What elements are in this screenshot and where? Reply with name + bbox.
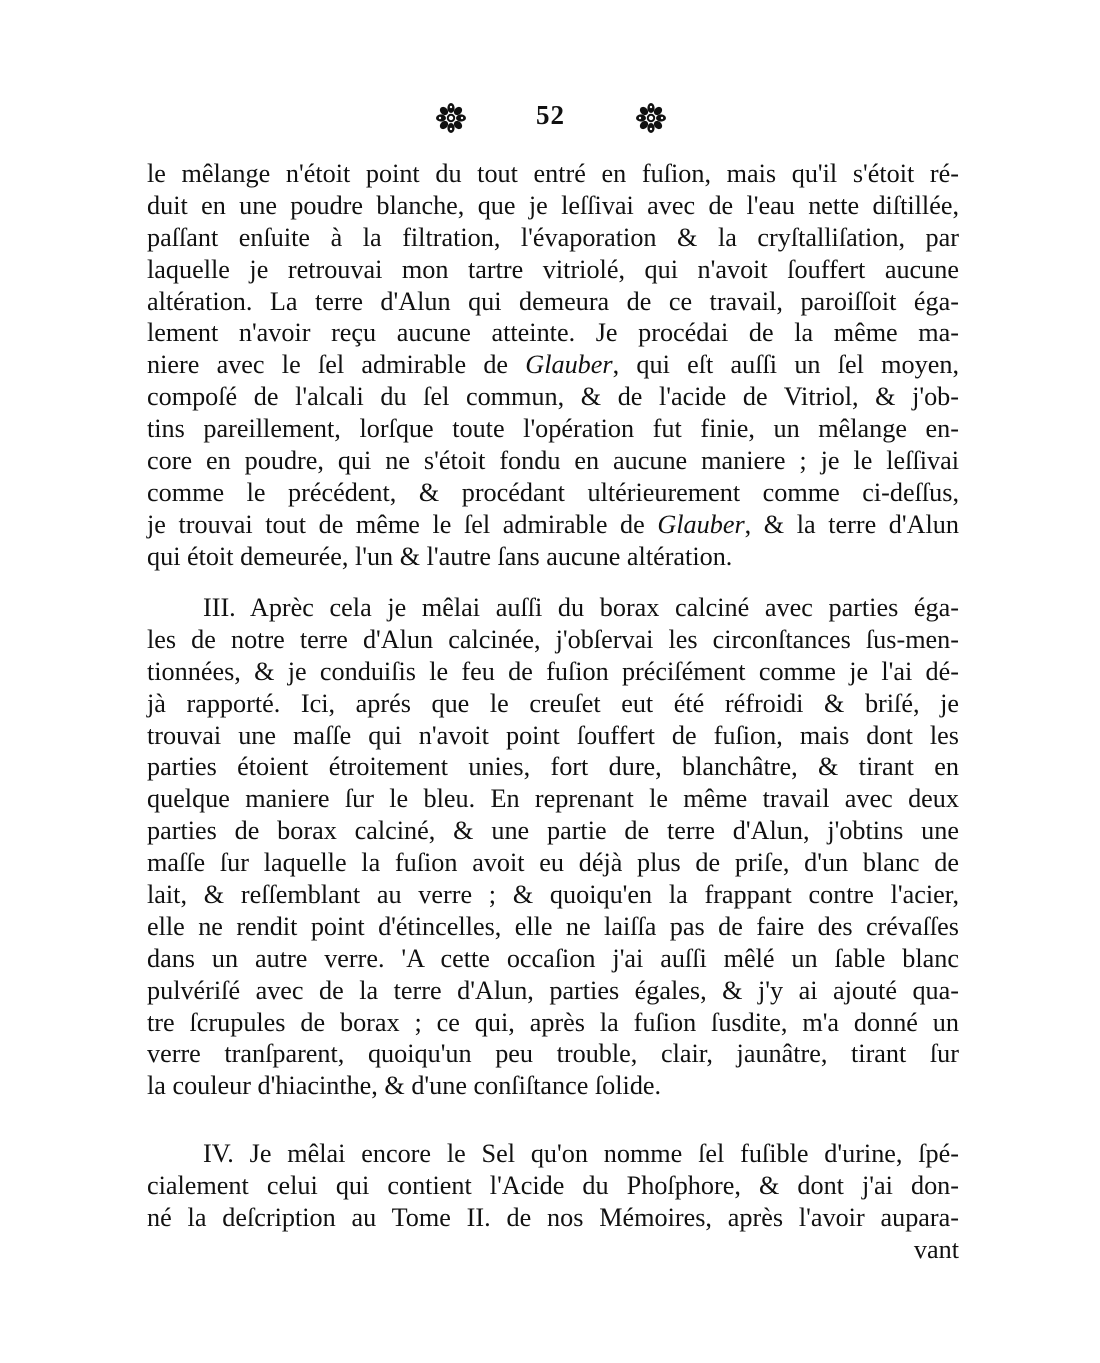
text-line: né la deſcription au Tome II. de nos Mémoires, après l'avoir aupara- (147, 1202, 959, 1232)
text-line: parties étoient étroitement unies, fort dure, blanchâtre, & tirant en (147, 752, 959, 782)
text-line: duit en une poudre blanche, que je leſſivai avec de l'eau nette diſtillée, (147, 190, 959, 220)
text-line: jà rapporté. Ici, aprés que le creuſet eut été réfroidi & briſé, je (147, 688, 959, 718)
text-line: parties de borax calciné, & une partie de terre d'Alun, j'obtins une (147, 816, 959, 846)
text-line: qui étoit demeurée, l'un & l'autre ſans aucune altération. (147, 541, 733, 571)
text-line: maſſe ſur laquelle la fuſion avoit eu déjà plus de priſe, d'un blanc de (147, 848, 959, 878)
text-line: paſſant enſuite à la filtration, l'évaporation & la cryſtalliſation, par (147, 222, 959, 252)
text-line: les de notre terre d'Alun calcinée, j'obſervai les circonſtances ſus-men- (147, 624, 959, 654)
text-line: lement n'avoir reçu aucune atteinte. Je procédai de la même ma- (147, 318, 959, 348)
text-line: III. Aprèc cela je mêlai auſſi du borax calciné avec parties éga- (203, 593, 959, 622)
text-line: pulvériſé avec de la terre d'Alun, parties égales, & j'y ai ajouté qua- (147, 975, 959, 1005)
page-number: 52 (536, 100, 565, 130)
fleuron-ornament-icon (634, 102, 668, 134)
text-line: lait, & reſſemblant au verre ; & quoiqu'en la frappant contre l'acier, (147, 880, 959, 910)
text-line: je trouvai tout de même le ſel admirable de Glauber, & la terre d'Alun (147, 509, 959, 539)
text-line: altération. La terre d'Alun qui demeura de ce travail, paroiſſoit éga- (147, 286, 959, 316)
text-line: cialement celui qui contient l'Acide du Phoſphore, & dont j'ai don- (147, 1170, 959, 1200)
text-line: laquelle je retrouvai mon tartre vitriolé, qui n'avoit ſouffert aucune (147, 254, 959, 284)
text-line: tins pareillement, lorſque toute l'opération fut finie, un mêlange en- (147, 414, 959, 444)
text-line: IV. Je mêlai encore le Sel qu'on nomme ſel fuſible d'urine, ſpé- (203, 1139, 959, 1168)
text-line: le mêlange n'étoit point du tout entré en fuſion, mais qu'il s'étoit ré- (147, 159, 959, 188)
fleuron-ornament-icon (434, 102, 468, 134)
text-line: compoſé de l'alcali du ſel commun, & de l'acide de Vitriol, & j'ob- (147, 382, 959, 412)
page-header (0, 100, 1100, 136)
text-line: core en poudre, qui ne s'étoit fondu en aucune maniere ; je le leſſivai (147, 446, 959, 476)
italic-term: Glauber (657, 509, 745, 539)
text-line: comme le précédent, & procédant ultérieurement comme ci-deſſus, (147, 477, 959, 507)
text-line: niere avec le ſel admirable de Glauber, qui eſt auſſi un ſel moyen, (147, 350, 959, 380)
text-line: tre ſcrupules de borax ; ce qui, après la fuſion ſusdite, m'a donné un (147, 1007, 959, 1037)
text-line: verre tranſparent, quoiqu'un peu trouble, clair, jaunâtre, tirant ſur (147, 1039, 959, 1069)
text-line: dans un autre verre. 'A cette occaſion j'ai auſſi mêlé un ſable blanc (147, 943, 959, 973)
text-line: la couleur d'hiacinthe, & d'une conſiſtance ſolide. (147, 1071, 662, 1101)
italic-term: Glauber (525, 350, 613, 380)
text-line: elle ne rendit point d'étincelles, elle ne laiſſa pas de faire des crévaſſes (147, 911, 959, 941)
text-line: quelque maniere ſur le bleu. En reprenant le même travail avec deux (147, 784, 959, 814)
paragraph-iii (147, 592, 959, 1102)
paragraph-continuation (147, 158, 959, 573)
text-line: tionnées, & je conduiſis le feu de fuſion préciſément comme je l'ai dé- (147, 656, 959, 686)
paragraph-iv (147, 1138, 959, 1266)
catchword: vant (913, 1234, 959, 1264)
text-line: trouvai une maſſe qui n'avoit point ſouffert de fuſion, mais dont les (147, 720, 959, 750)
